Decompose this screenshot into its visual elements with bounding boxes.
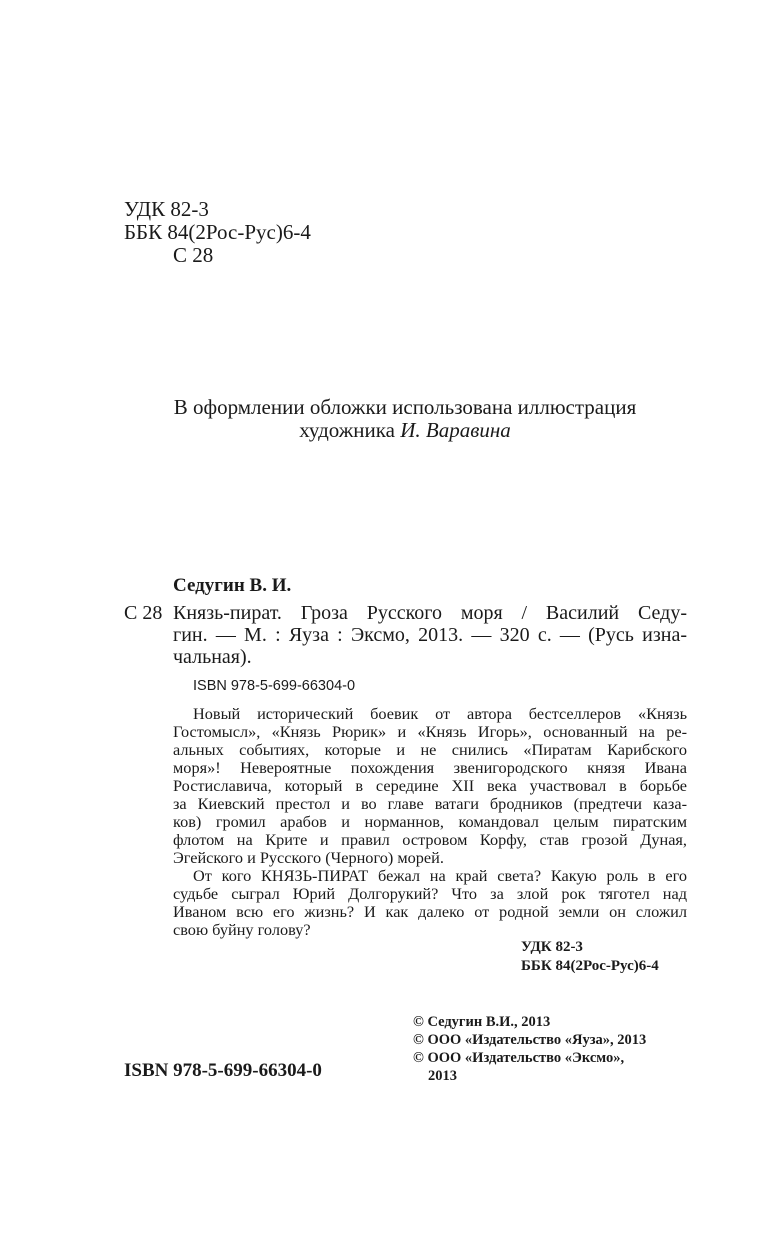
cover-credit-line2 [0,419,768,442]
copyright-eksmo-year: 2013 [428,1068,457,1084]
annotation-line: ков) громил арабов и норманнов, командовал целым пиратским [173,812,687,831]
annotation-line: флотом на Крите и правил островом Корфу, став грозой Дуная, [173,830,687,849]
copyright-eksmo: © ООО «Издательство «Эксмо», [413,1050,625,1066]
annotation-line: моря»! Невероятные похождения звенигородского князя Ивана [173,758,687,777]
annotation-line: От кого КНЯЗЬ-ПИРАТ бежал на край света? Какую роль в его [193,866,687,885]
udk-code-bottom: УДК 82-3 [521,939,583,955]
annotation-line: за Киевский престол и во главе ватаги бродников (предтечи каза- [173,794,687,813]
isbn-bottom: ISBN 978-5-699-66304-0 [124,1060,322,1081]
author-code-top: С 28 [173,243,214,267]
cover-credit-prefix: художника [299,418,401,442]
bibliographic-line: Князь-пират. Гроза Русского моря / Василий Седу- [173,602,687,624]
cover-artist: И. Варавина [400,418,511,442]
bibliographic-line: чальная). [173,646,252,668]
bibliographic-line: гин. — М. : Яуза : Эксмо, 2013. — 320 с. — (Русь изна- [173,624,687,646]
annotation-line: свою буйну голову? [173,920,311,939]
bbk-code-bottom: ББК 84(2Рос-Рус)6-4 [521,958,659,974]
copyright-yauza: © ООО «Издательство «Яуза», 2013 [413,1032,647,1048]
author-heading: Седугин В. И. [173,575,292,596]
bbk-code-top: ББК 84(2Рос-Рус)6-4 [124,220,311,244]
entry-author-code: С 28 [124,602,163,624]
cover-credit-line1: В оформлении обложки использована иллюстрация [173,395,637,419]
annotation-line: Новый исторический боевик от автора бестселлеров «Князь [193,704,687,723]
annotation-line: Гостомысл», «Князь Рюрик» и «Князь Игорь», основанный на ре- [173,722,687,741]
udk-code-top: УДК 82-3 [124,197,209,221]
entry-isbn: ISBN 978-5-699-66304-0 [193,678,356,694]
annotation-line: Эгейского и Русского (Черного) морей. [173,848,444,867]
annotation-line: судьбе сыграл Юрий Долгорукий? Что за злой рок тяготел над [173,884,687,903]
annotation-line: Иваном всю его жизнь? И как далеко от родной земли он сложил [173,902,687,921]
copyright-author: © Седугин В.И., 2013 [413,1014,551,1030]
annotation-line: Ростиславича, который в середине XII века участвовал в борьбе [173,776,687,795]
annotation-line: альных событиях, которые и не снились «Пиратам Карибского [173,740,687,759]
